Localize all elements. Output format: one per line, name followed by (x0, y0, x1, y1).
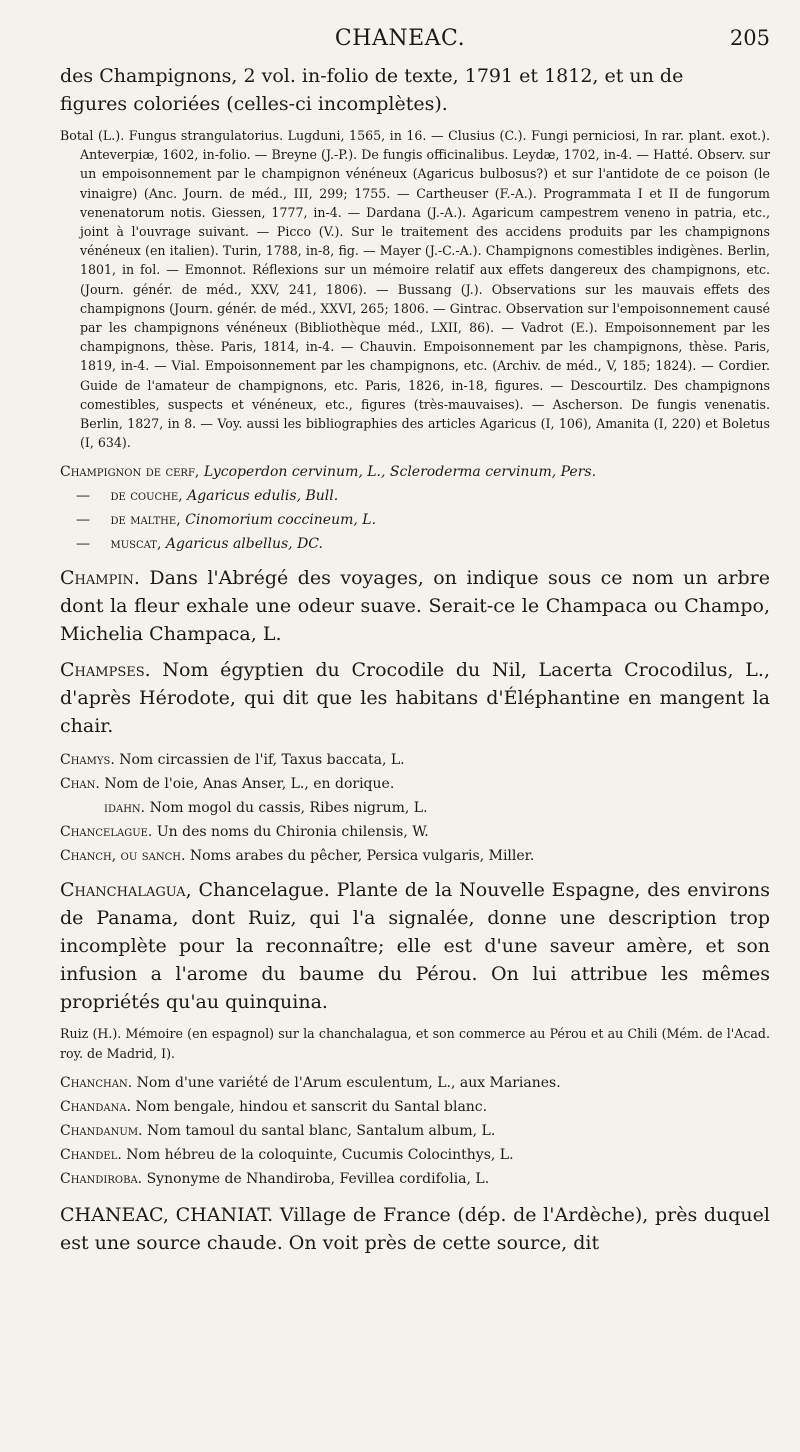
entry-text: Agaricus edulis, Bull. (187, 488, 339, 505)
entry-champses (60, 656, 770, 740)
entry-head: Champin. (60, 567, 140, 590)
entry-chancelague (60, 820, 770, 844)
entry-head: Chandiroba. (60, 1170, 143, 1187)
entry-text: Nom de l'oie, Anas Anser, L., en dorique. (104, 776, 395, 793)
entry-head: de malthe, (110, 512, 181, 529)
entry-head: muscat, (110, 536, 162, 553)
entry-text: Nom mogol du cassis, Ribes nigrum, L. (149, 800, 428, 817)
entry-chanchan (60, 1071, 770, 1095)
intro-line-1: des Champignons, 2 vol. in-folio de texte, 1791 et 1812, et un de (60, 65, 684, 87)
entry-text: Nom bengale, hindou et sanscrit du Santal blanc. (135, 1098, 488, 1115)
entry-champignon-de-malthe (60, 508, 770, 532)
entry-chandel (60, 1143, 770, 1167)
entry-idahn (60, 796, 770, 820)
ditto-dash: — (76, 512, 90, 529)
entry-head: Chancelague. (60, 824, 153, 841)
entry-chanch (60, 844, 770, 868)
entry-head: CHANEAC, CHANIAT. (60, 1203, 274, 1226)
entry-text: Synonyme de Nhandiroba, Fevillea cordifolia, L. (146, 1170, 490, 1187)
entry-champignon-de-cerf (60, 460, 770, 484)
entry-champin (60, 564, 770, 648)
entry-text: Nom égyptien du Crocodile du Nil, Lacerta Crocodilus, L., d'après Hérodote, qui dit que les habitans d'Éléphantine en mangent la chair. (60, 659, 771, 738)
entry-head: Chanch, ou sanch. (60, 848, 186, 865)
ditto-dash: — (76, 536, 90, 553)
entry-chan (60, 772, 770, 796)
entry-head: Chanchan. (60, 1074, 133, 1091)
entry-text: Noms arabes du pêcher, Persica vulgaris, Miller. (189, 848, 535, 865)
entry-head: Chanchalagua, (60, 879, 192, 902)
bibliography-ruiz: Ruiz (H.). Mémoire (en espagnol) sur la chanchalagua, et son commerce au Pérou et au Chili (Mém. de l'Acad. roy. de Madrid, I). (60, 1026, 770, 1061)
entry-champignon-de-couche (60, 484, 770, 508)
entry-text: Dans l'Abrégé des voyages, on indique sous ce nom un arbre dont la fleur exhale une odeur suave. Serait-ce le Champaca ou Champo, Michelia Champaca, L. (60, 567, 770, 646)
running-header (0, 26, 800, 56)
intro-line-2: figures coloriées (celles-ci incomplètes). (60, 93, 448, 115)
entry-text: Nom hébreu de la coloquinte, Cucumis Colocinthys, L. (126, 1146, 514, 1163)
entry-text: Village de France (dép. de l'Ardèche), près duquel est une source chaude. On voit près de cette source, dit (60, 1203, 770, 1254)
entry-text: Lycoperdon cervinum, L., Scleroderma cervinum, Pers. (203, 464, 597, 481)
entry-text: Cinomorium coccineum, L. (185, 512, 377, 529)
entry-head: Champses. (60, 659, 151, 682)
running-title: CHANEAC. (334, 26, 466, 51)
entry-chandiroba (60, 1167, 770, 1191)
entry-champignon-muscat (60, 532, 770, 556)
entry-chamys (60, 748, 770, 772)
entry-head: Chandanum. (60, 1122, 143, 1139)
page-number: 205 (729, 26, 770, 50)
entry-chanchalagua (60, 876, 770, 1016)
bibliography-champignons: Botal (L.). Fungus strangulatorius. Lugduni, 1565, in 16. — Clusius (C.). Fungi perniciosi, In rar. plant. exot.). Anteverpiæ, 1602, in-folio. — Breyne (J.-P.). De fungis officinalibus. Leydæ, 1702, in-4. — Hatté. Observ. sur un empoisonnement par le champignon vénéneux (Agaricus bulbosus?) et sur l'antidote de ce poison (le vinaigre) (Anc. Journ. de méd., III, 299; 1755. — Cartheuser (F.-A.). Programmata I et II de fungorum venenatorum notis. Giessen, 1777, in-4. — Dardana (J.-A.). Agaricum campestrem veneno in patria, etc., joint à l'ouvrage suivant. — Picco (V.). Sur le traitement des accidens produits par les champignons vénéneux (en italien). Turin, 1788, in-8, fig. — Mayer (J.-C.-A.). Champignons comestibles indigènes. Berlin, 1801, in fol. — Emonnot. Réflexions sur un mémoire relatif aux effets dangereux des champignons, etc. (Journ. génér. de méd., XXV, 241, 1806). — Bussang (J.). Observations sur les mauvais effets des champignons (Journ. génér. de méd., XXVI, 265; 1806. — Gintrac. Observation sur l'empoisonnement causé par les champignons vénéneux (Bibliothèque méd., LXII, 86). — Vadrot (E.). Empoisonnement par les champignons, thèse. Paris, 1814, in-4. — Chauvin. Empoisonnement par les champignons, thèse. Paris, 1819, in-4. — Vial. Empoisonnement par les champignons, etc. (Archiv. de méd., V, 185; 1824). — Cordier. Guide de l'amateur de champignons, etc. Paris, 1826, in-18, figures. — Descourtilz. Des champignons comestibles, suspects et vénéneux, etc., figures (très-mauvaises). — Ascherson. De fungis venenatis. Berlin, 1827, in 8. — Voy. aussi les bibliographies des articles Agaricus (I, 106), Amanita (I, 220) et Boletus (I, 634). (60, 128, 770, 451)
entry-chandanum (60, 1119, 770, 1143)
entry-text: Nom tamoul du santal blanc, Santalum album, L. (146, 1122, 496, 1139)
entry-chaneac (60, 1201, 770, 1257)
entry-chandana (60, 1095, 770, 1119)
entry-text: Chancelague. Plante de la Nouvelle Espagne, des environs de Panama, dont Ruiz, qui l'a signalée, donne une description trop incomplète pour la reconnaître; elle est d'une saveur amère, et son infusion a l'arome du baume du Pérou. On lui attribue les mêmes propriétés qu'au quinquina. (60, 879, 770, 1014)
entry-head: Chan. (60, 776, 100, 793)
entry-text: Nom d'une variété de l'Arum esculentum, L., aux Marianes. (136, 1074, 561, 1091)
entry-text: Agaricus albellus, DC. (165, 536, 323, 553)
entry-head: idahn. (104, 800, 146, 817)
entry-head: Chamys. (60, 752, 115, 769)
entry-head: Chandana. (60, 1098, 132, 1115)
entry-head: Chandel. (60, 1146, 122, 1163)
page-body (60, 62, 770, 1257)
entry-head: Champignon de cerf, (60, 464, 200, 481)
entry-text: Un des noms du Chironia chilensis, W. (156, 824, 429, 841)
entry-text: Nom circassien de l'if, Taxus baccata, L. (119, 752, 405, 769)
ditto-dash: — (76, 488, 90, 505)
entry-head: de couche, (110, 488, 183, 505)
